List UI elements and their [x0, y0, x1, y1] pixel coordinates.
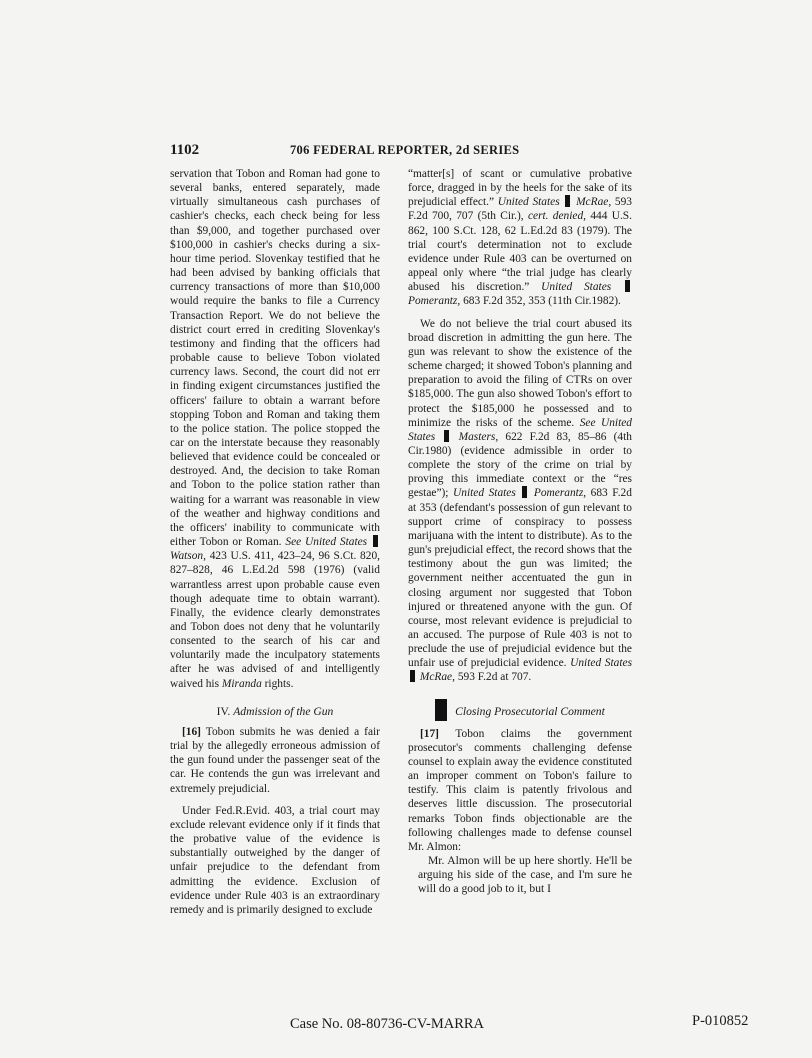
redaction-mark: [565, 195, 570, 207]
redaction-mark: [444, 430, 449, 442]
redaction-mark: [625, 280, 630, 292]
paragraph: [17] Tobon claims the government prosecutor's comments challenging defense counsel to explain away the evidence constituted an improper comment on Tobon's failure to testify. This claim is patently frivolous and deserves little discussion. The prosecutorial remarks Tobon finds objectionable are the following challenges made to defense counsel Mr. Almon:: [408, 727, 632, 853]
paragraph: “matter[s] of scant or cumulative probative force, dragged in by the heels for the sake of its prejudicial effect.” United States McRae, 593 F.2d 700, 707 (5th Cir.), cert. denied, 444 U.S. 862, 100 S.Ct. 128, 62 L.Ed.2d 83 (1979). The trial court's determination not to exclude evidence under Rule 403 can be overturned on appeal only where “the trial judge has clearly abused his discretion.” United States Pomerantz, 683 F.2d 352, 353 (11th Cir.1982).: [408, 168, 632, 308]
section-heading: IV. Admission of the Gun: [216, 704, 334, 718]
block-quote: Mr. Almon will be up here shortly. He'll be arguing his side of the case, and I'm sure he will do a good job to it, but I: [418, 854, 632, 896]
paragraph: Under Fed.R.Evid. 403, a trial court may exclude relevant evidence only if it finds that the probative value of the evidence is substantially outweighed by the danger of unfair prejudice to the defendant from admitting the evidence. Exclusion of evidence under Rule 403 is an extraordinary remedy and is primarily designed to exclude: [170, 804, 380, 916]
reporter-title: 706 FEDERAL REPORTER, 2d SERIES: [290, 143, 520, 157]
redaction-mark: [435, 699, 447, 721]
redaction-mark: [373, 535, 378, 547]
bates-number: P-010852: [692, 1013, 749, 1029]
paragraph: We do not believe the trial court abused its broad discretion in admitting the gun here. The gun was relevant to show the existence of the scheme charged; it showed Tobon's planning and preparation to avoid the filing of CTRs on over $185,000. The gun also showed Tobon's effort to protect the $185,000 he possessed and to minimize the risks of the scheme. See United States Masters, 622 F.2d 83, 85–86 (4th Cir.1980) (evidence admissible in order to complete the story of the crime on trial by proving this immediate context or the “res gestae”); United States Pomerantz, 683 F.2d at 353 (defendant's possession of gun relevant to support crime of conspiracy to possess marijuana with the intent to distribute). As to the gun's prejudicial effect, the record shows that the testimony about the gun was limited; the government neither accentuated the gun in closing argument nor suggested that Tobon injured or threatened anyone with the gun. Of course, most relevant evidence is prejudicial to an accused. The purpose of Rule 403 is not to preclude the use of prejudicial evidence but the unfair use of prejudicial evidence. United States McRae, 593 F.2d at 707.: [408, 317, 632, 684]
paragraph: [16] Tobon submits he was denied a fair trial by the allegedly erroneous admission of the gun found under the passenger seat of the car. He contends the gun was irrelevant and extremely prejudicial.: [170, 725, 380, 795]
right-column: [408, 167, 632, 897]
page-header: [170, 142, 640, 164]
section-heading: Closing Prosecutorial Comment: [408, 699, 632, 721]
redaction-mark: [410, 670, 415, 682]
paragraph: servation that Tobon and Roman had gone to several banks, entered separately, made virtually simultaneous cash purchases of cashier's checks, each check being for less than $9,000, and together purchased over $100,000 in cashier's checks during a six-hour time period. Slovenkay testified that he had been advised by banking officials that currency transactions of more than $10,000 would require the banks to file a Currency Transaction Report. We do not believe the district court erred in crediting Slovenkay's testimony and finding that the officers had probable cause to believe Tobon violated currency laws. Second, the court did not err in finding exigent circumstances justified the officers' failure to obtain a warrant before stopping Tobon and Roman and taking them to the police station. The police stopped the car on the interstate because they reasonably believed that evidence could be concealed or destroyed. And, the decision to take Roman and Tobon to the police station rather than waiting for a warrant was reasonable in view of the weather and highway conditions and the officers' inability to communicate with either Tobon or Roman. See United States Watson, 423 U.S. 411, 423–24, 96 S.Ct. 820, 827–828, 46 L.Ed.2d 598 (1976) (valid warrantless arrest upon probable cause even though adequate time to obtain warrant). Finally, the evidence clearly demonstrates and Tobon does not deny that he voluntarily consented to the search of his car and voluntarily made the inculpatory statements after he was advised of and intelligently waived his Miranda rights.: [170, 168, 380, 690]
redaction-mark: [522, 486, 527, 498]
left-column: [170, 167, 380, 917]
page-number: 1102: [170, 142, 200, 158]
case-number: Case No. 08-80736-CV-MARRA: [290, 1016, 485, 1032]
